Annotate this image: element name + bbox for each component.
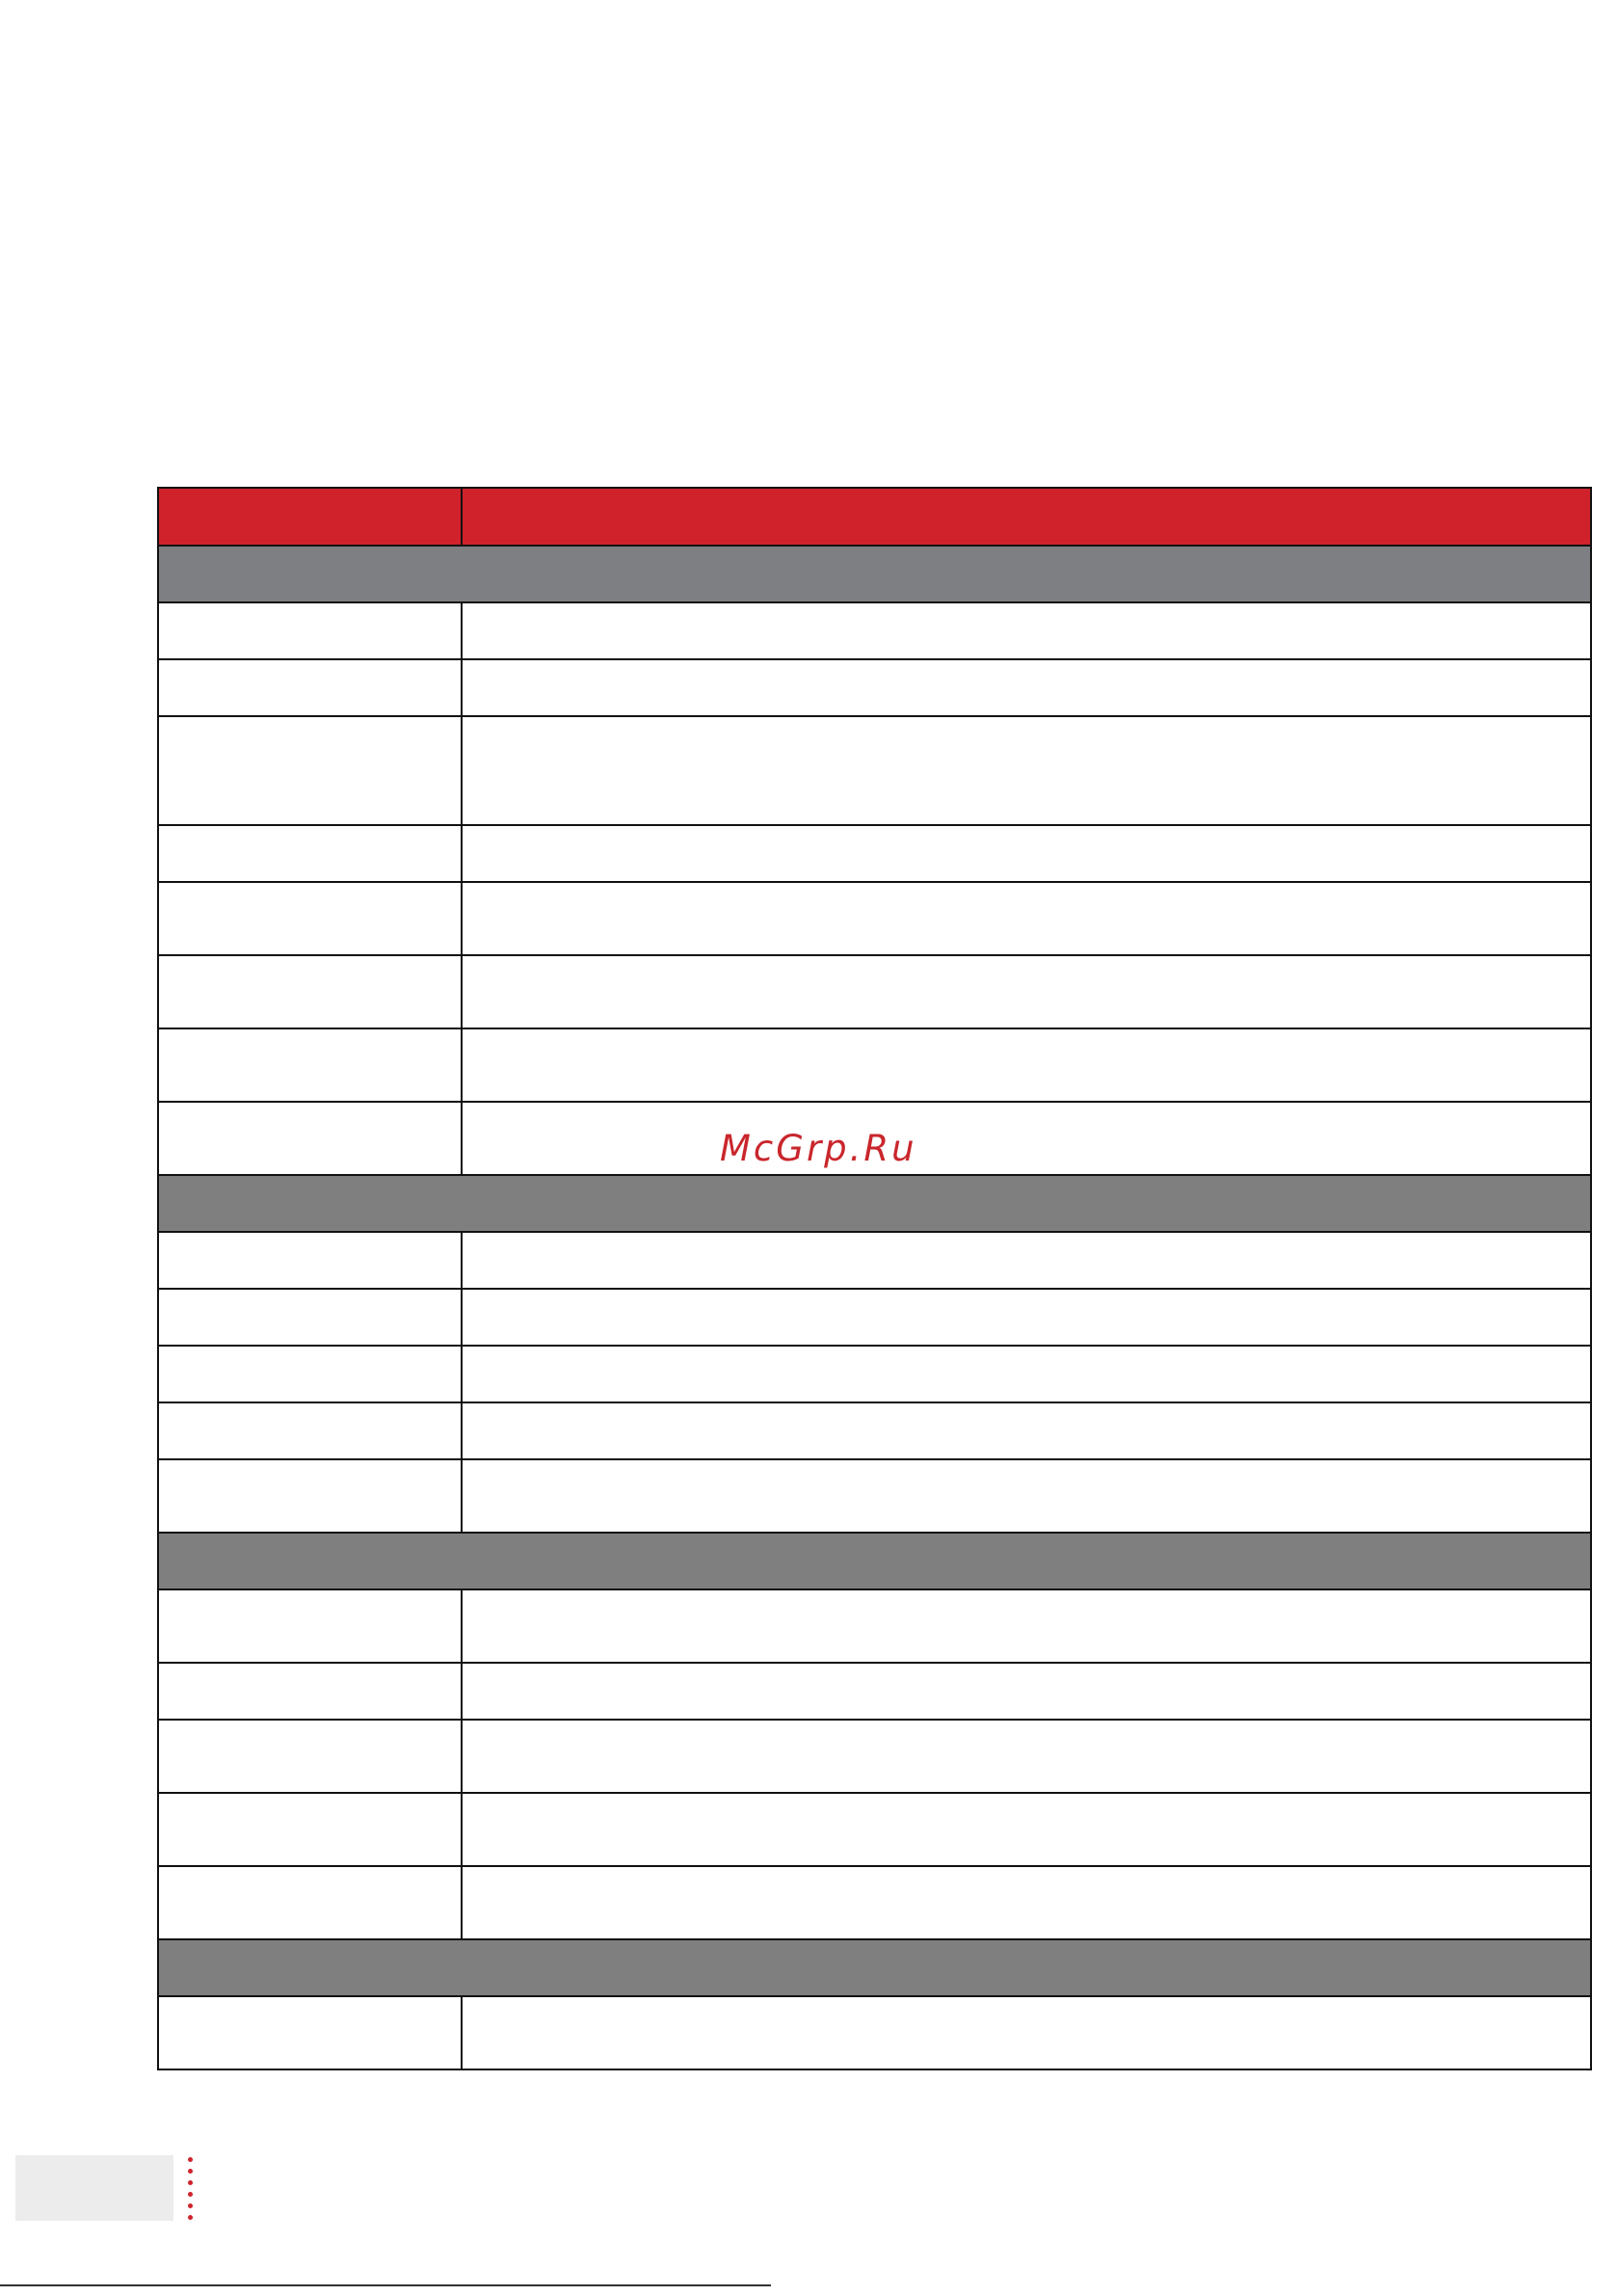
table-row xyxy=(158,716,1591,825)
dotted-divider xyxy=(186,2157,196,2223)
table-cell-value xyxy=(462,1346,1591,1402)
table-cell-value xyxy=(462,602,1591,659)
table-cell-value xyxy=(462,1102,1591,1175)
section-row xyxy=(158,546,1591,602)
section-row xyxy=(158,1533,1591,1589)
table-header-row xyxy=(158,488,1591,546)
table-cell-value xyxy=(462,1663,1591,1720)
table-row xyxy=(158,1028,1591,1102)
table-cell-value xyxy=(462,882,1591,955)
table-row xyxy=(158,1402,1591,1459)
table-cell-value xyxy=(462,825,1591,882)
table-cell-value xyxy=(462,659,1591,716)
table-cell-label xyxy=(158,1663,462,1720)
table-row xyxy=(158,602,1591,659)
table-row xyxy=(158,1346,1591,1402)
table-cell-value xyxy=(462,1589,1591,1663)
table-cell-value xyxy=(462,1720,1591,1793)
table-cell-value xyxy=(462,1459,1591,1533)
spec-table xyxy=(157,487,1592,2070)
table-cell-label xyxy=(158,1589,462,1663)
table-cell-label xyxy=(158,1459,462,1533)
table-cell-label xyxy=(158,602,462,659)
table-cell-value xyxy=(462,1996,1591,2069)
table-cell-label xyxy=(158,1346,462,1402)
table-cell-value xyxy=(462,1866,1591,1939)
table-cell-value xyxy=(462,1793,1591,1866)
table-cell-value xyxy=(462,1402,1591,1459)
table-cell-label xyxy=(158,882,462,955)
section-cell xyxy=(158,1175,1591,1232)
table-row xyxy=(158,1459,1591,1533)
bottom-rule xyxy=(0,2284,771,2286)
table-row xyxy=(158,659,1591,716)
table-cell-label xyxy=(158,1402,462,1459)
table-row xyxy=(158,1589,1591,1663)
table-cell-value xyxy=(462,1028,1591,1102)
table-cell-label xyxy=(158,1720,462,1793)
section-row xyxy=(158,1175,1591,1232)
table-cell-label xyxy=(158,1866,462,1939)
table-cell-value xyxy=(462,716,1591,825)
section-row xyxy=(158,1939,1591,1996)
table-cell-label xyxy=(158,1102,462,1175)
table-cell-label xyxy=(158,1289,462,1346)
section-cell xyxy=(158,1939,1591,1996)
table-cell-label xyxy=(158,716,462,825)
section-cell xyxy=(158,546,1591,602)
table-row xyxy=(158,825,1591,882)
table-row xyxy=(158,1996,1591,2069)
header-cell-parameter xyxy=(158,488,462,546)
table-cell-value xyxy=(462,1289,1591,1346)
table-row xyxy=(158,1866,1591,1939)
table-cell-label xyxy=(158,1793,462,1866)
table-cell-label xyxy=(158,825,462,882)
header-cell-value xyxy=(462,488,1591,546)
table-cell-label xyxy=(158,659,462,716)
table-cell-label xyxy=(158,1232,462,1289)
table-cell-label xyxy=(158,1996,462,2069)
table-cell-value xyxy=(462,1232,1591,1289)
page-number-tab xyxy=(15,2155,173,2221)
table-cell-label xyxy=(158,1028,462,1102)
table-cell-label xyxy=(158,955,462,1028)
table-row xyxy=(158,1232,1591,1289)
section-cell xyxy=(158,1533,1591,1589)
watermark-text: McGrp.Ru xyxy=(720,1128,917,1169)
table-cell-value xyxy=(462,955,1591,1028)
table-row xyxy=(158,1663,1591,1720)
table-row xyxy=(158,1720,1591,1793)
table-row xyxy=(158,1793,1591,1866)
table-row xyxy=(158,882,1591,955)
table-row xyxy=(158,1289,1591,1346)
table-row xyxy=(158,955,1591,1028)
